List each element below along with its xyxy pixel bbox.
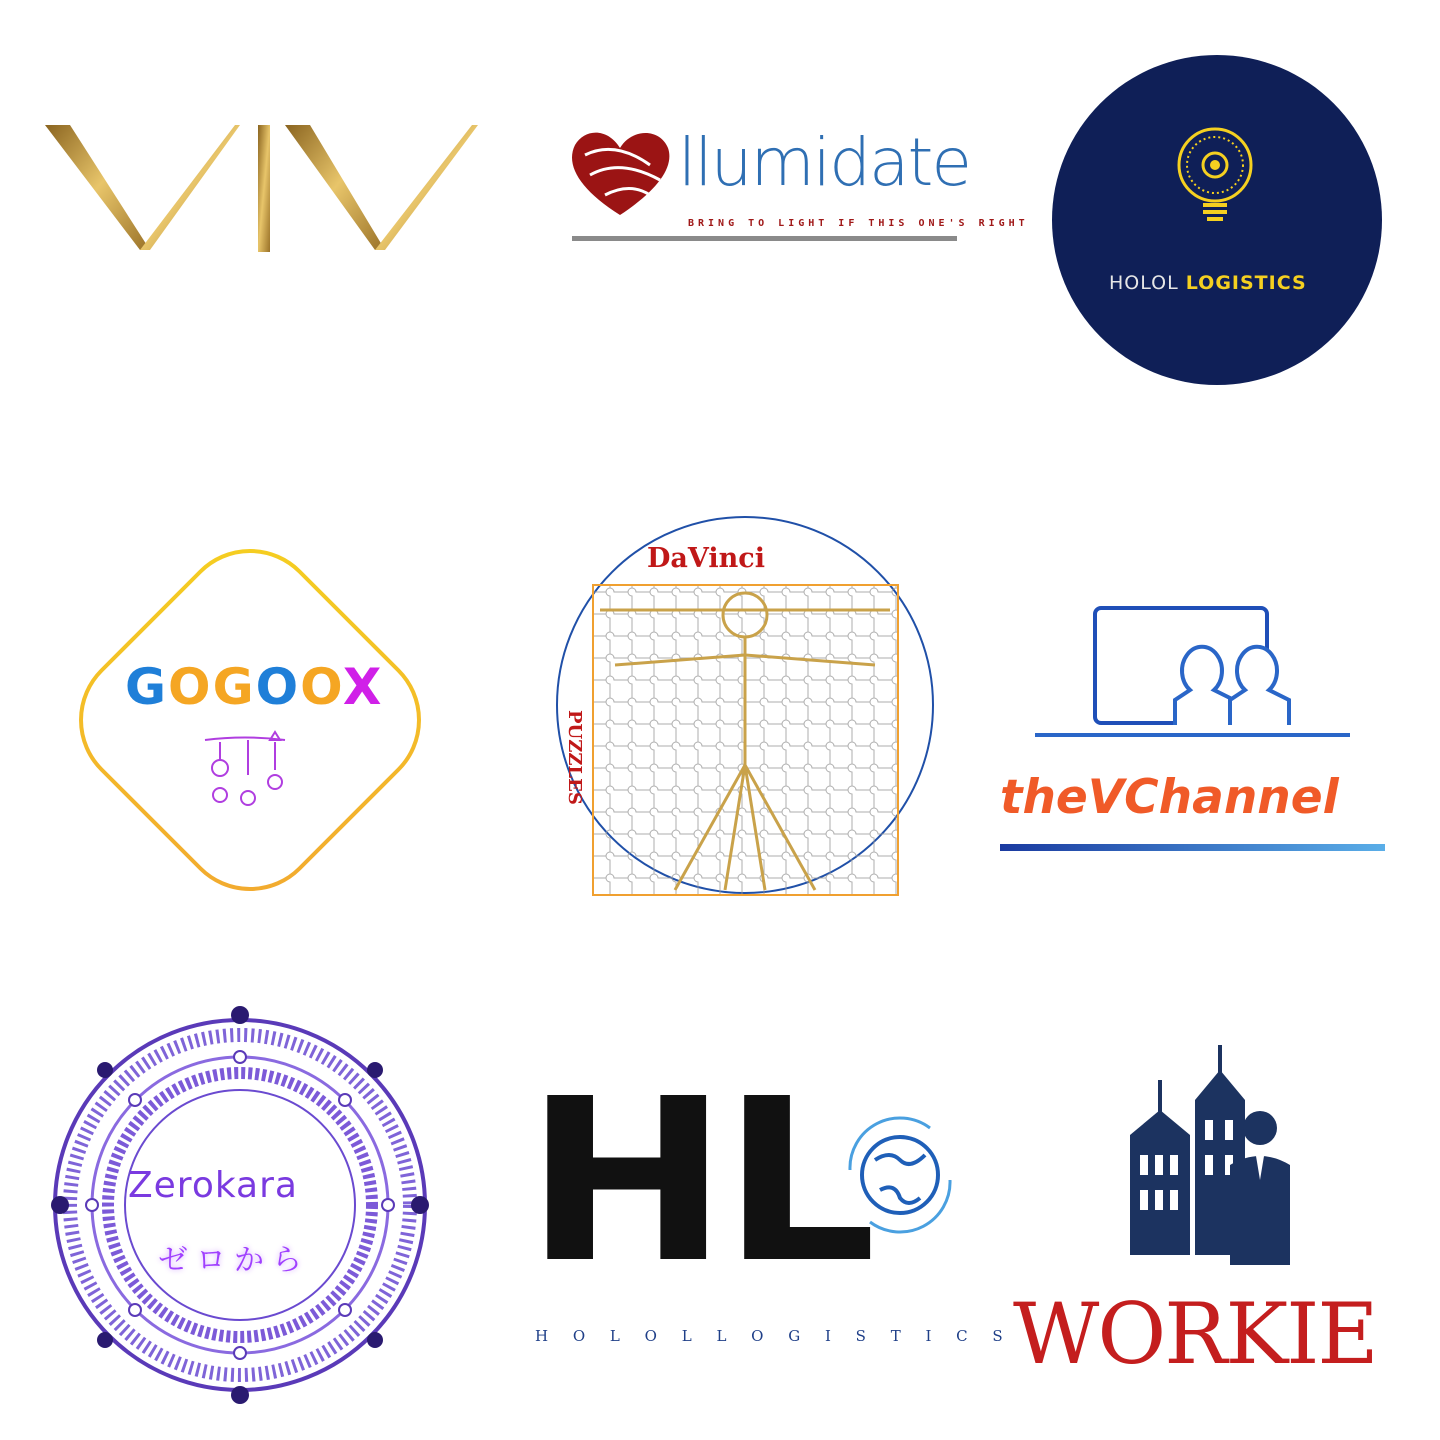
city-buildings-icon xyxy=(1130,1045,1245,1255)
holol-logistics-badge xyxy=(1045,70,1395,390)
puzzles-side-text: PUZZLES xyxy=(564,710,585,805)
gogoox-letter: G xyxy=(212,658,256,716)
gogoox-letter: O xyxy=(255,658,301,716)
gogoox-letter: O xyxy=(300,658,343,716)
gogoox-letter: G xyxy=(125,658,169,716)
mobile-toy-icon xyxy=(205,732,285,805)
zerokara-japanese: ゼロから xyxy=(158,1243,310,1278)
davinci-wordmark: DaVinci xyxy=(647,543,765,574)
hl-monogram: HL xyxy=(525,1051,871,1313)
gogoox-wordmark xyxy=(125,658,383,716)
logistics-word: LOGISTICS xyxy=(1185,272,1307,294)
illumidate-logo xyxy=(560,110,1029,260)
thevchannel-logo xyxy=(995,600,1390,860)
hl-subtitle: H O L O L L O G I S T I C S xyxy=(535,1327,1013,1345)
hl-holol-logistics-logo xyxy=(525,1051,1013,1355)
gogoox-letter: O xyxy=(168,658,213,716)
workie-logo xyxy=(1010,1040,1400,1383)
gogoox-logo xyxy=(50,520,450,920)
zerokara-logo xyxy=(40,995,440,1415)
illumidate-wordmark: llumidate xyxy=(678,124,970,201)
two-users-icon xyxy=(1175,647,1289,725)
holol-word: HOLOL xyxy=(1109,272,1179,294)
thevchannel-wordmark: theVChannel xyxy=(1000,770,1339,825)
workie-wordmark: WORKIE xyxy=(1013,1285,1377,1383)
davinci-puzzles-logo xyxy=(555,515,935,905)
gogoox-letter: X xyxy=(342,658,384,716)
viv-wordmark xyxy=(40,110,42,111)
zerokara-wordmark: Zerokara xyxy=(128,1165,298,1206)
holol-badge-text xyxy=(1109,272,1307,294)
viv-logo xyxy=(40,110,480,270)
globe-refresh-icon xyxy=(835,1110,965,1240)
illumidate-tagline: BRING TO LIGHT IF THIS ONE'S RIGHT xyxy=(688,218,1029,229)
